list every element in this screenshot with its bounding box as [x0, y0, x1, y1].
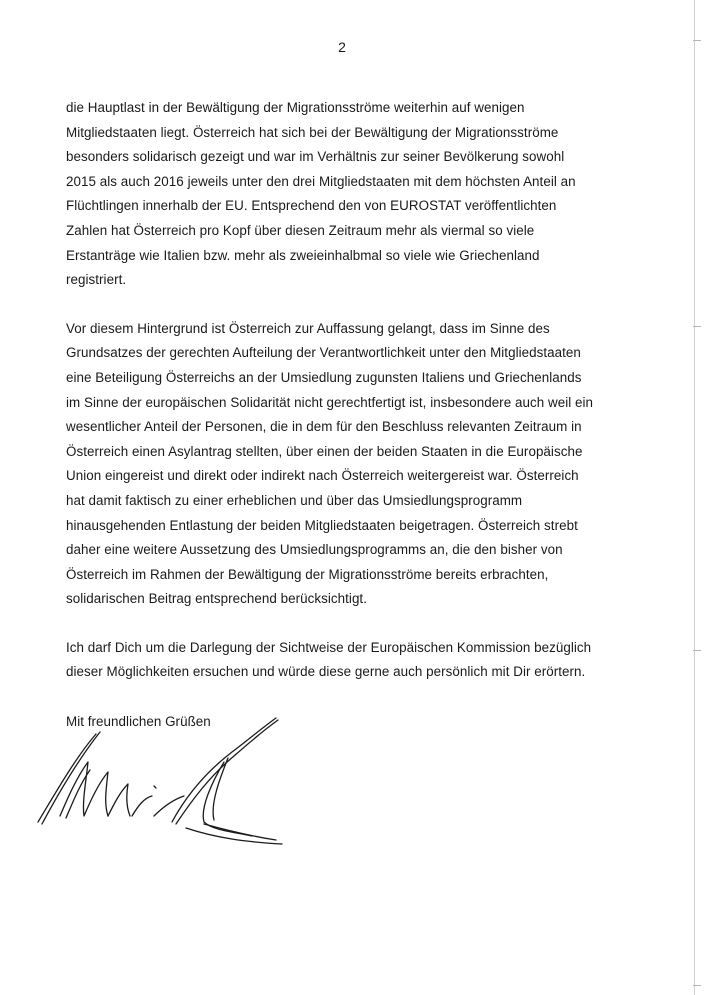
text-line: Union eingereist und direkt oder indirekt nach Österreich weitergereist war. Österreich [66, 468, 579, 484]
right-edge-tick [693, 40, 701, 41]
right-edge-tick [693, 326, 701, 327]
text-line: besonders solidarisch gezeigt und war im Verhältnis zur seiner Bevölkerung sowohl [66, 149, 565, 165]
page-number: 2 [338, 39, 346, 55]
right-edge-line [694, 0, 695, 995]
right-edge-tick [693, 985, 701, 986]
text-line: solidarischen Beitrag entsprechend berücksichtigt. [66, 591, 367, 607]
text-line: Ich darf Dich um die Darlegung der Sichtweise der Europäischen Kommission bezüglich [66, 639, 592, 655]
text-line: Mitgliedstaaten liegt. Österreich hat sich bei der Bewältigung der Migrationsströme [66, 124, 559, 140]
text-line: Erstanträge wie Italien bzw. mehr als zweieinhalbmal so viele wie Griechenland [66, 247, 540, 263]
right-edge-tick [693, 650, 701, 651]
text-line: wesentlicher Anteil der Personen, die in dem für den Beschluss relevanten Zeitraum in [66, 419, 582, 435]
text-line: Grundsatzes der gerechten Aufteilung der Verantwortlichkeit unter den Mitgliedstaaten [66, 345, 581, 361]
closing-text: Mit freundlichen Grüßen [66, 714, 211, 730]
text-line: im Sinne der europäischen Solidarität nicht gerechtfertigt ist, insbesondere auch weil ein [66, 394, 594, 410]
text-line: daher eine weitere Aussetzung des Umsiedlungsprogramms an, die den bisher von [66, 542, 563, 558]
text-line: hat damit faktisch zu einer erheblichen und über das Umsiedlungsprogramm [66, 492, 523, 508]
text-line: registriert. [66, 272, 127, 288]
text-line: eine Beteiligung Österreichs an der Umsiedlung zugunsten Italiens und Griechenlands [66, 369, 582, 385]
paragraph-1 [66, 96, 636, 293]
text-line: Vor diesem Hintergrund ist Österreich zur Auffassung gelangt, dass im Sinne des [66, 320, 550, 336]
paragraph-3 [66, 636, 636, 685]
text-line: Flüchtlingen innerhalb der EU. Entsprechend den von EUROSTAT veröffentlichten [66, 198, 557, 214]
text-line: hinausgehenden Entlastung der beiden Mitgliedstaaten beigetragen. Österreich strebt [66, 517, 578, 533]
text-line: dieser Möglichkeiten ersuchen und würde diese gerne auch persönlich mit Dir erörtern. [66, 664, 586, 680]
text-line: die Hauptlast in der Bewältigung der Migrationsströme weiterhin auf wenigen [66, 100, 525, 115]
handwritten-signature [36, 712, 296, 862]
text-line: Österreich im Rahmen der Bewältigung der Migrationsströme bereits erbrachten, [66, 566, 549, 582]
text-line: Österreich einen Asylantrag stellten, über einen der beiden Staaten in die Europäische [66, 443, 583, 459]
text-line: 2015 als auch 2016 jeweils unter den drei Mitgliedstaaten mit dem höchsten Anteil an [66, 173, 576, 189]
paragraph-2 [66, 317, 636, 612]
letter-body [66, 96, 636, 735]
text-line: Zahlen hat Österreich pro Kopf über diesen Zeitraum mehr als viermal so viele [66, 222, 535, 238]
